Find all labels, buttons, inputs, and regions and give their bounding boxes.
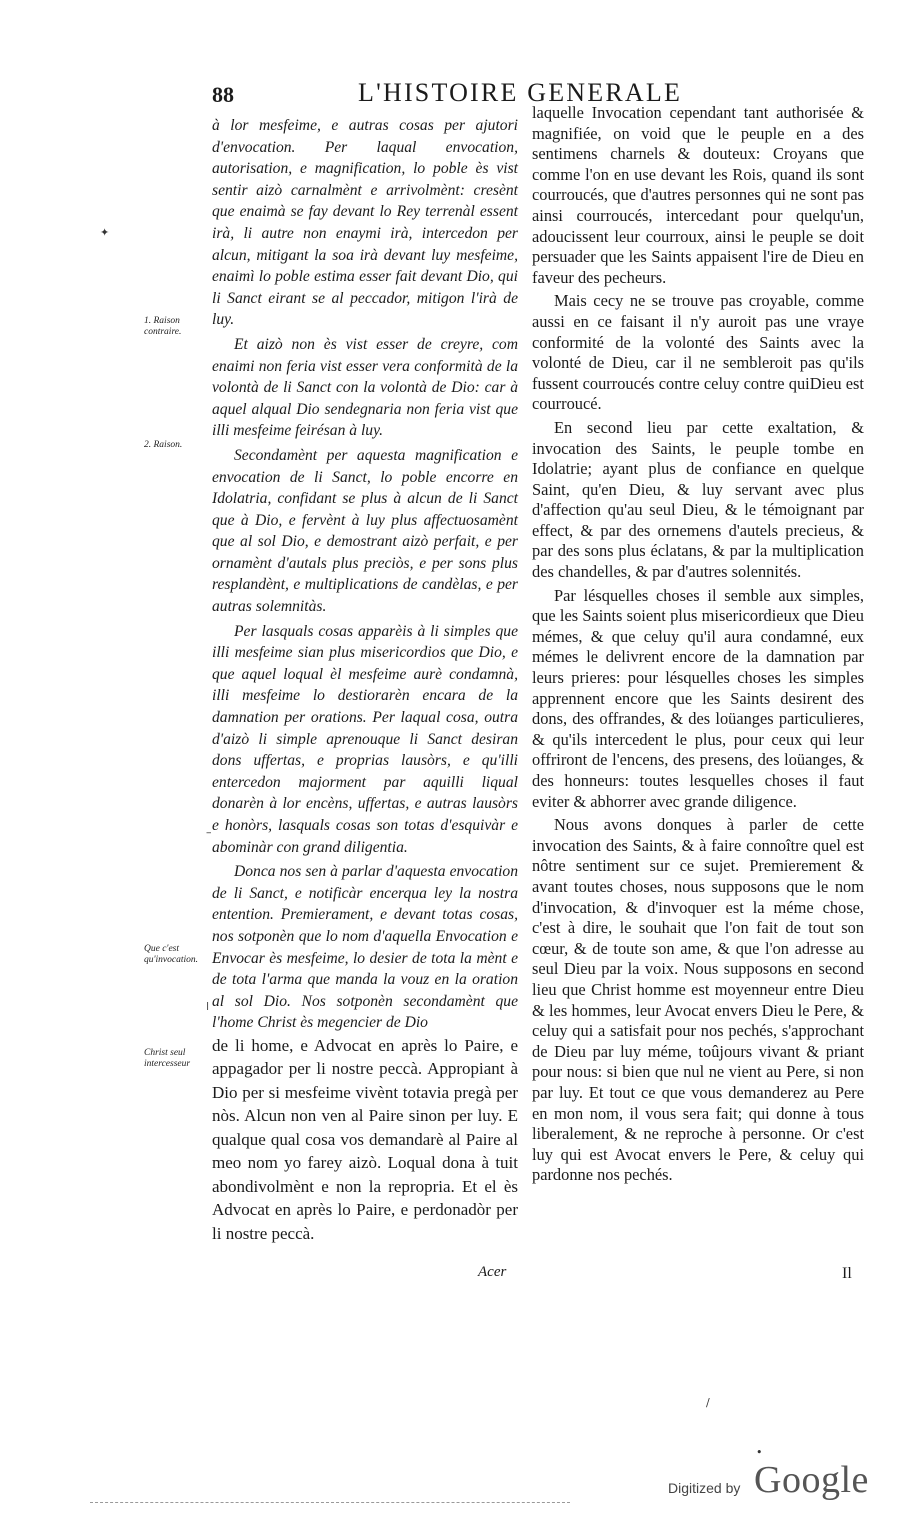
stray-mark: ✦: [100, 226, 110, 239]
google-logo-text: Google: [754, 1459, 869, 1501]
stray-mark: /: [706, 1396, 710, 1409]
scan-edge-line: [90, 1502, 570, 1505]
left-paragraph: Per lasquals cosas apparèis à li simples que illi mesfeime sian plus misericordios que Dio, e que aquel loqual èl mesfeime aurè condamnà, illi mesfeime lo destiorarèn encara de la damnation per orations. Per laqual cosa, outra d'aizò li simple aprenouque li Sanct desiran dons uffertas, e proprias lausòrs, e qu'illi entercedon majorment par aquilli liqual donarèn à lor encèns, uffertas, e autras lausòrs e honòrs, lasquals cosas son totas d'esquivàr e abominàr con grand diligentia.: [212, 622, 518, 856]
page-number: 88: [212, 82, 234, 107]
catchword-left: Acer: [478, 1264, 507, 1280]
marginal-note-second-raison: 2. Raison.: [144, 440, 183, 450]
left-paragraph: Secondamènt per aquesta magnification e envocation de li Sanct, lo poble encorre en Idolatria, confidant se plus à alcun de li Sanct que à Dio, e fervènt à luy plus affectuosamènt que al sol Dio, e demostrant aizò perfait, e per ornamènt d'autals plus preciòs, e per sons plus resplandènt, e multiplications de candèlas, e per autras solemnitàs.: [212, 446, 518, 616]
right-paragraph: En second lieu par cette exaltation, & invocation des Saints, le peuple tombe en Idolatrie; ayant plus de confiance en quelque Saint, qu'en Dieu, & luy servant avec plus d'affection qu'au seul Dieu, & le témoignant par effect, & par des ornemens d'autels precieus, & par des sons plus éclatans, & par la multiplication des chandelles, & par d'autres solennités.: [532, 417, 864, 582]
stray-mark: –: [206, 826, 212, 839]
right-paragraph: Mais cecy ne se trouve pas croyable, comme aussi en ce faisant il n'y auroit pas une vraye conformité de la volonté des Saints avec la volonté de Dieu, car il ne sembleroit pas qu'ils fussent courroucés contre celuy contre quiDieu est courroucé.: [532, 291, 864, 414]
left-paragraph: à lor mesfeime, e autras cosas per ajutori d'envocation. Per laqual envocation, autorisation, e magnification, lo poble ès vist sentir aizò carnalmènt e arrivolmènt: cresènt que enaimà se fay devant lo Rey terrenàl essent irà, li autre non enaymi irà, intercedon per alcun, mitigant la soa irà devant luy mesfeime, enaimì lo poble estima esser fait devant Dio, qui li Sanct eirant se al peccador, mitigon l'irà de luy.: [212, 117, 518, 329]
marginal-note-raison-contraire: 1. Raison contraire.: [144, 316, 182, 337]
right-paragraph: Par lésquelles choses il semble aux simples, que les Saints soient plus misericordieux que Dieu mémes, & que celuy qu'il aura condamné, eux mémes le delivrent encore de la damnation par leurs prieres: pour lésquelles choses les simples apprennent encore que les Saints desirent des dons, des offrandes, & des loüanges particulieres, & qu'ils intercedent le plus, pour ceux qui leur offriront de l'encens, des presens, des loüanges, & des honneurs: toutes lesquelles choses il faut eviter & abhorrer avec grande diligence.: [532, 585, 864, 811]
left-paragraph: Et aizò non ès vist esser de creyre, com enaimi non feria vist esser vera conformità de la volontà de li Sanct con la volontà de Dio: car à aquel alqual Dio sendegnaria non feria vist que illi mesfeime feirésan à luy.: [212, 335, 518, 440]
stray-mark: •: [756, 1446, 763, 1459]
stray-mark: ǀ: [206, 1000, 210, 1013]
left-paragraph: de li home, e Advocat en après lo Paire, e appagador per li nostre peccà. Appropiant à Dio per si mesfeime vivènt totavia pregà per nòs. Alcun non ven al Paire sinon per luy. E qualque qual cosa vos demandarè al Paire al meo nom yo farey aizò. Loqual dona à tuit abondivolmènt e non la repropria. Et el ès Advocat en après lo Paire, e perdonadòr per li nostre peccà.: [212, 1035, 518, 1243]
left-column-occitan-text: [212, 115, 518, 1245]
left-paragraph: Donca nos sen à parlar d'aquesta envocation de li Sanct, e notificàr encerqua ley la nostra entention. Premierament, e devant totas cosas, nos sotponèn que lo nom d'aquella Envocation e Envocar ès mesfeime, lo desier de tota la mènt e de tota l'arma que manda la vouz en la oration al sol Dio. Nos sotponèn secondamènt que l'home Christ ès megencier de Dio: [212, 863, 518, 1032]
right-column-french-text: [532, 103, 864, 1186]
right-paragraph: laquelle Invocation cependant tant authorisée & magnifiée, on void que le peuple en a des sentimens charnels & douteux: Croyans que comme l'on en use devant les Rois, quand ils sont courroucés, que d'autres personnes qui ne sont pas ainsi courroucés, intercedant pour quelqu'un, adoucissent leur courroux, ainsi le peuple se doit persuader que les Saints appaisent l'ire de Dieu en faveur des pecheurs.: [532, 103, 864, 287]
running-title: L'HISTOIRE GENERALE: [358, 78, 683, 107]
google-digitized-watermark: [668, 1458, 878, 1506]
marginal-note-invocation: Que c'est qu'invocation.: [144, 944, 199, 965]
right-paragraph: Nous avons donques à parler de cette invocation des Saints, & à faire connoître quel est nôtre sentiment sur ce sujet. Premierement & avant toutes choses, nous supposons que le nom d'invocation, & d'invoquer est la méme chose, c'est à dire, le souhait que l'on fait de tout son cœur, & de toute son ame, & que l'on adresse au seul Dieu par la voix. Nous supposons en second lieu que Christ homme est moyenneur entre Dieu & les hommes, leur Avocat envers Dieu le Pere, & celuy qui a satisfait pour nos pechés, s'approchant de Dieu par luy méme, toûjours vivant & priant pour nous: si bien que nul ne vient au Pere, si non par luy. Et tout ce que vous demanderez au Pere en mon nom, il vous sera fait; qui donne à tous liberalement, & ne reproche à personne. Or c'est luy qui est Avocat envers le Pere, & celuy qui pardonne nos pechés.: [532, 815, 864, 1185]
watermark-prefix: Digitized by: [668, 1480, 741, 1496]
catchword-right: Il: [842, 1265, 852, 1282]
marginal-note-christ-intercesseur: Christ seul intercesseur: [144, 1048, 191, 1069]
